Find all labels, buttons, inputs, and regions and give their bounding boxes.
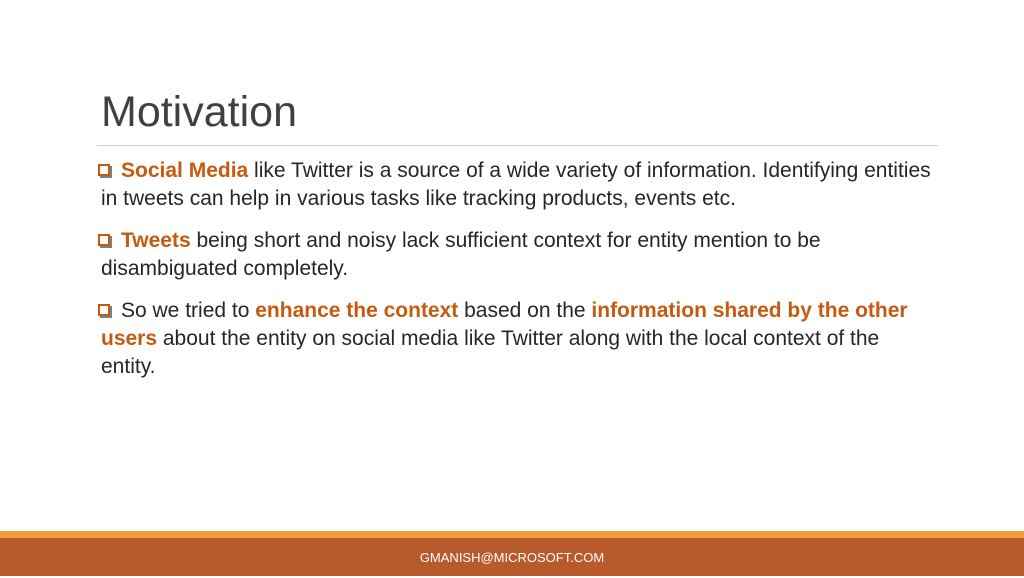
highlight-text: Social Media [121, 159, 249, 182]
title-divider [97, 145, 938, 146]
highlight-text: information shared by the other users [101, 299, 908, 350]
body-text: being short and noisy lack sufficient context for entity mention to be disambiguated completely. [101, 229, 821, 280]
highlight-text: Tweets [121, 229, 191, 252]
footer-stripe [0, 531, 1024, 538]
highlight-text: enhance the context [255, 299, 459, 322]
checkbox-bullet-icon [98, 164, 110, 176]
checkbox-bullet-icon [98, 234, 110, 246]
slide-title: Motivation [101, 88, 297, 136]
body-text: like Twitter is a source of a wide variety of information. Identifying entities in tweets can help in various tasks like tracking products, events etc. [101, 159, 931, 210]
bullet-item [94, 227, 934, 283]
bullet-list [94, 157, 934, 395]
footer-band [0, 538, 1024, 576]
body-text: based on the [458, 299, 592, 322]
body-text: So we tried to [121, 299, 256, 322]
footer-email: GMANISH@MICROSOFT.COM [419, 550, 605, 565]
body-text: about the entity on social media like Twitter along with the local context of the entity. [101, 327, 880, 378]
bullet-item [94, 297, 934, 381]
checkbox-bullet-icon [98, 304, 110, 316]
bullet-item [94, 157, 934, 213]
